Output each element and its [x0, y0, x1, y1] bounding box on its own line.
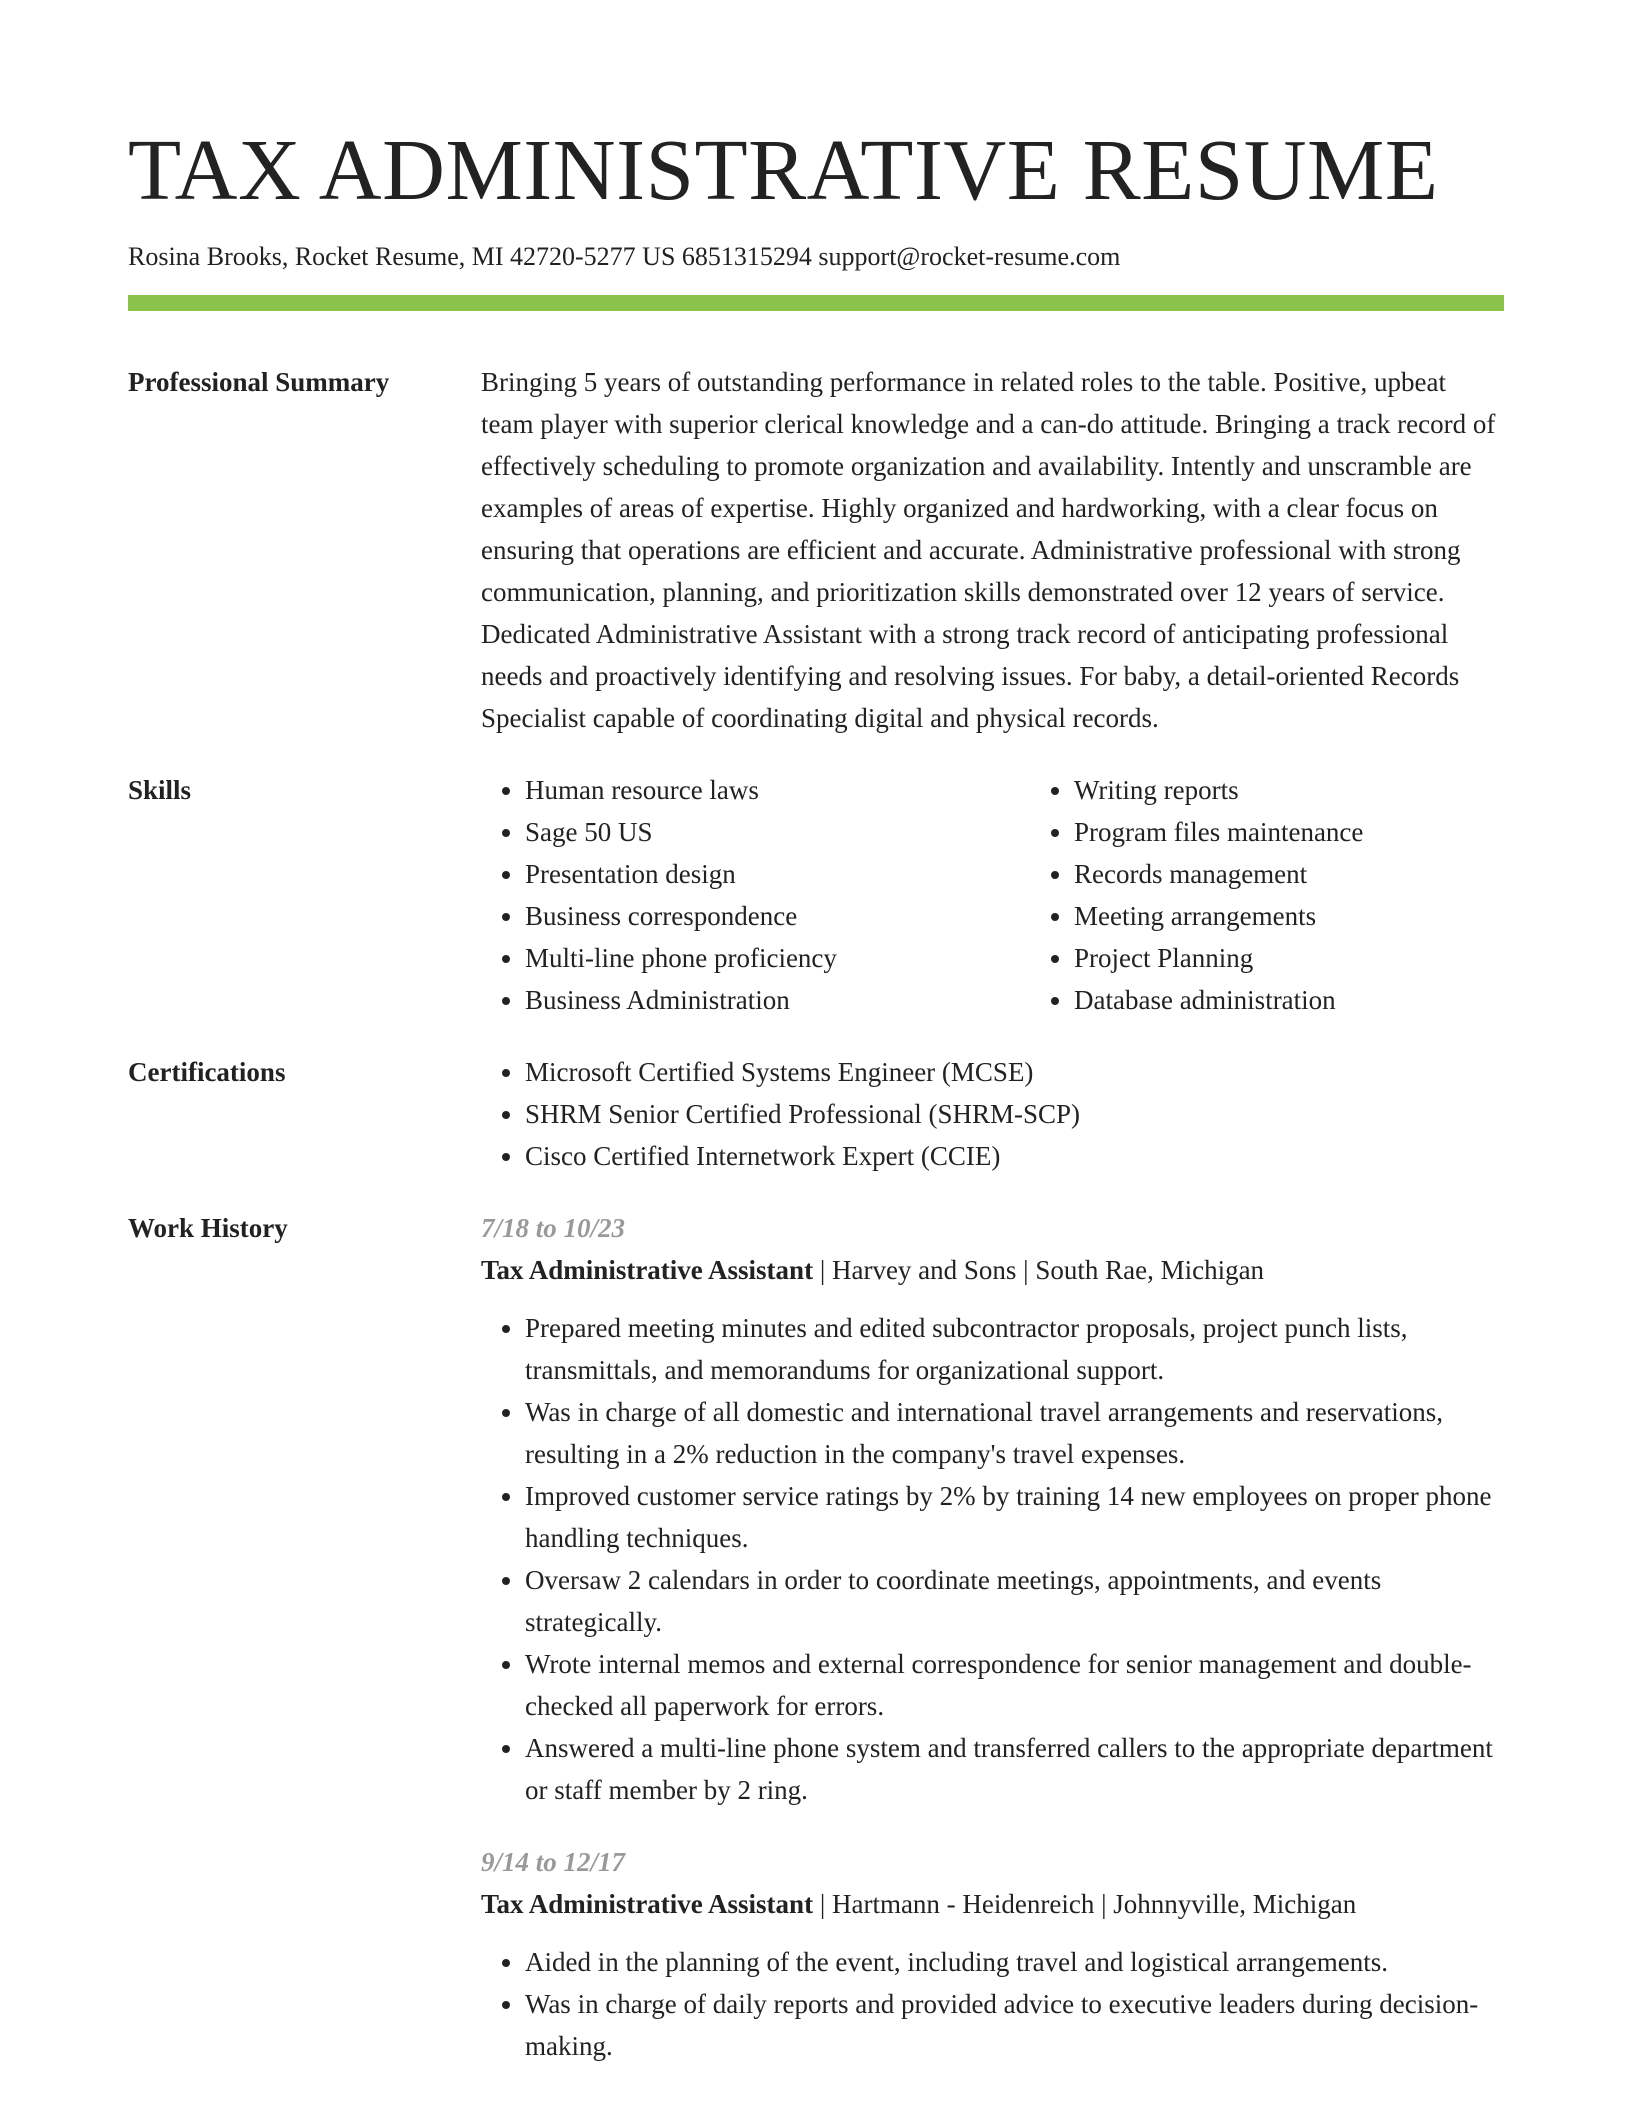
job-duty: • Aided in the planning of the event, including travel and logistical arrangements.	[525, 1941, 1504, 1983]
job-title: Tax Administrative Assistant	[481, 1889, 814, 1919]
skills-list-left	[481, 769, 1030, 1021]
skill-item: • Writing reports	[1074, 769, 1579, 811]
work-history-label: Work History	[128, 1213, 288, 1243]
job-duty: • Wrote internal memos and external correspondence for senior management and double-checked all paperwork for errors.	[525, 1643, 1504, 1727]
summary-text: Bringing 5 years of outstanding performance in related roles to the table. Positive, upbeat team player with superior clerical knowledge and a can-do attitude. Bringing a track record of effectively scheduling to promote organization and availability. Intently and unscramble are examples of areas of expertise. Highly organized and hardworking, with a clear focus on ensuring that operations are efficient and accurate. Administrative professional with strong communication, planning, and prioritization skills demonstrated over 12 years of service. Dedicated Administrative Assistant with a strong track record of anticipating professional needs and proactively identifying and resolving issues. For baby, a detail-oriented Records Specialist capable of coordinating digital and physical records.	[481, 367, 1496, 733]
job-dates: 7/18 to 10/23	[481, 1213, 626, 1243]
skill-item: • Human resource laws	[525, 769, 1030, 811]
skills-section	[128, 769, 1504, 1021]
job-entry	[481, 1207, 1504, 1811]
skills-columns	[481, 769, 1579, 1021]
summary-section	[128, 361, 1504, 739]
certifications-section	[128, 1051, 1504, 1177]
job-entry	[481, 1841, 1504, 2067]
skill-item: • Records management	[1074, 853, 1579, 895]
skill-item: • Business correspondence	[525, 895, 1030, 937]
summary-label: Professional Summary	[128, 367, 390, 397]
job-heading	[481, 1249, 1504, 1291]
resume-title: TAX ADMINISTRATIVE RESUME	[128, 121, 1439, 218]
skill-item: • Presentation design	[525, 853, 1030, 895]
job-duty: • Improved customer service ratings by 2% by training 14 new employees on proper phone handling techniques.	[525, 1475, 1504, 1559]
skills-list-right	[1030, 769, 1579, 1021]
accent-divider	[128, 295, 1504, 311]
certification-item: • SHRM Senior Certified Professional (SHRM-SCP)	[525, 1093, 1504, 1135]
skill-item: • Multi-line phone proficiency	[525, 937, 1030, 979]
skill-item: • Program files maintenance	[1074, 811, 1579, 853]
skill-item: • Project Planning	[1074, 937, 1579, 979]
job-dates: 9/14 to 12/17	[481, 1847, 626, 1877]
certifications-list	[481, 1051, 1504, 1177]
job-duties-list	[481, 1307, 1504, 1811]
work-history-section	[128, 1207, 1504, 2097]
skill-item: • Business Administration	[525, 979, 1030, 1021]
job-company-location: | Harvey and Sons | South Rae, Michigan	[813, 1255, 1265, 1285]
certification-item: • Microsoft Certified Systems Engineer (MCSE)	[525, 1051, 1504, 1093]
skill-item: • Meeting arrangements	[1074, 895, 1579, 937]
job-title: Tax Administrative Assistant	[481, 1255, 814, 1285]
job-duty: • Was in charge of all domestic and international travel arrangements and reservations, resulting in a 2% reduction in the company's travel expenses.	[525, 1391, 1504, 1475]
job-duty: • Was in charge of daily reports and provided advice to executive leaders during decision-making.	[525, 1983, 1504, 2067]
certifications-label: Certifications	[128, 1057, 286, 1087]
skill-item: • Sage 50 US	[525, 811, 1030, 853]
job-duty: • Oversaw 2 calendars in order to coordinate meetings, appointments, and events strategically.	[525, 1559, 1504, 1643]
job-duty: • Prepared meeting minutes and edited subcontractor proposals, project punch lists, transmittals, and memorandums for organizational support.	[525, 1307, 1504, 1391]
job-duties-list	[481, 1941, 1504, 2067]
skill-item: • Database administration	[1074, 979, 1579, 1021]
skills-label: Skills	[128, 775, 192, 805]
job-company-location: | Hartmann - Heidenreich | Johnnyville, Michigan	[813, 1889, 1357, 1919]
contact-line: Rosina Brooks, Rocket Resume, MI 42720-5277 US 6851315294 support@rocket-resume.com	[128, 242, 1121, 271]
job-duty: • Answered a multi-line phone system and transferred callers to the appropriate department or staff member by 2 ring.	[525, 1727, 1504, 1811]
job-heading	[481, 1883, 1504, 1925]
certification-item: • Cisco Certified Internetwork Expert (CCIE)	[525, 1135, 1504, 1177]
